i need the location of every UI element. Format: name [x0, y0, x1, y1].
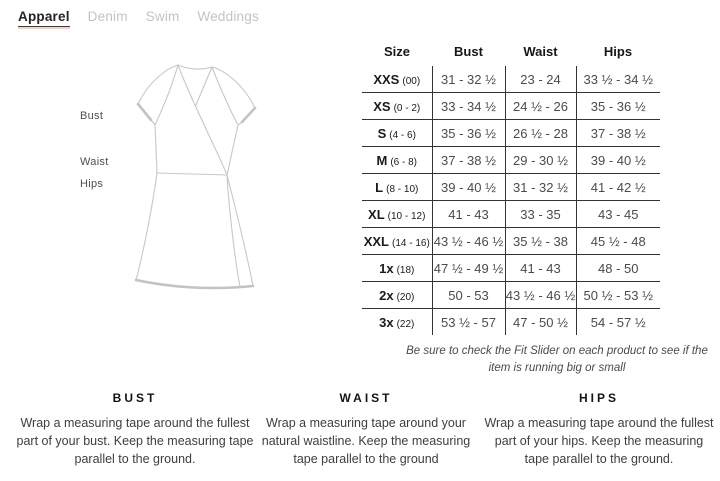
waist-value-cell: 23 - 24: [505, 66, 576, 93]
table-row: [362, 120, 660, 147]
bust-value-cell: 50 - 53: [432, 282, 505, 309]
size-cell: [362, 282, 432, 309]
table-row: [362, 228, 660, 255]
size-cell: [362, 66, 432, 93]
wrap-dress-illustration: [128, 58, 264, 295]
size-detail: (20): [396, 291, 415, 303]
hips-value-cell: 48 - 50: [576, 255, 660, 282]
size-name: XS: [373, 98, 391, 114]
category-tabs: [18, 9, 259, 27]
bust-value-cell: 43 ½ - 46 ½: [432, 228, 505, 255]
tab-denim[interactable]: Denim: [87, 9, 128, 24]
bust-value-cell: 37 - 38 ½: [432, 147, 505, 174]
table-row: [362, 282, 660, 309]
size-detail: (10 - 12): [387, 210, 426, 222]
size-detail: (22): [396, 318, 415, 330]
bust-value-cell: 31 - 32 ½: [432, 66, 505, 93]
table-row: [362, 174, 660, 201]
tab-apparel[interactable]: Apparel: [18, 9, 70, 27]
tab-swim[interactable]: Swim: [145, 9, 180, 24]
size-detail: (14 - 16): [392, 237, 430, 249]
size-cell: [362, 309, 432, 336]
table-row: [362, 93, 660, 120]
size-name: 2x: [379, 287, 394, 303]
waist-value-cell: 35 ½ - 38: [505, 228, 576, 255]
size-cell: [362, 174, 432, 201]
bust-value-cell: 39 - 40 ½: [432, 174, 505, 201]
hips-value-cell: 43 - 45: [576, 201, 660, 228]
bust-value-cell: 41 - 43: [432, 201, 505, 228]
bust-value-cell: 53 ½ - 57: [432, 309, 505, 336]
column-header-waist: Waist: [523, 43, 558, 59]
waist-value-cell: 29 - 30 ½: [505, 147, 576, 174]
size-name: 3x: [379, 314, 394, 330]
size-name: L: [375, 179, 384, 195]
size-detail: (4 - 6): [389, 129, 416, 141]
bust-value-cell: 33 - 34 ½: [432, 93, 505, 120]
bust-guide-title: BUST: [112, 391, 158, 405]
waist-value-cell: 26 ½ - 28: [505, 120, 576, 147]
waist-value-cell: 47 - 50 ½: [505, 309, 576, 336]
size-detail: (6 - 8): [390, 156, 417, 168]
table-row: [362, 201, 660, 228]
hips-value-cell: 50 ½ - 53 ½: [576, 282, 660, 309]
waist-value-cell: 31 - 32 ½: [505, 174, 576, 201]
size-detail: (18): [396, 264, 415, 276]
size-name: XXL: [363, 233, 389, 249]
size-cell: [362, 93, 432, 120]
size-cell: [362, 147, 432, 174]
hips-guide: [484, 391, 714, 468]
waist-guide-title: WAIST: [339, 391, 393, 405]
hips-guide-text: Wrap a measuring tape around the fullest part of your hips. Keep the measuring tape parallel to the ground.: [484, 416, 714, 467]
table-row: [362, 66, 660, 93]
size-name: 1x: [379, 260, 394, 276]
bust-guide-text: Wrap a measuring tape around the fullest part of your bust. Keep the measuring tape parallel to the ground.: [16, 416, 254, 467]
hips-label: Hips: [80, 178, 104, 190]
hips-value-cell: 37 - 38 ½: [576, 120, 660, 147]
hips-value-cell: 35 - 36 ½: [576, 93, 660, 120]
waist-label: Waist: [80, 156, 109, 168]
size-name: M: [376, 152, 388, 168]
size-cell: [362, 228, 432, 255]
size-cell: [362, 201, 432, 228]
bust-value-cell: 35 - 36 ½: [432, 120, 505, 147]
bust-label: Bust: [80, 110, 104, 122]
size-name: XL: [368, 206, 385, 222]
size-table-body: [362, 66, 660, 335]
hips-value-cell: 33 ½ - 34 ½: [576, 66, 660, 93]
size-cell: [362, 255, 432, 282]
waist-guide: [248, 391, 484, 468]
size-table-header: [362, 40, 660, 66]
column-header-hips: Hips: [603, 43, 633, 59]
hips-value-cell: 45 ½ - 48: [576, 228, 660, 255]
waist-value-cell: 41 - 43: [505, 255, 576, 282]
size-detail: (00): [402, 75, 421, 87]
waist-value-cell: 43 ½ - 46 ½: [505, 282, 576, 309]
size-detail: (0 - 2): [393, 102, 421, 114]
hips-value-cell: 39 - 40 ½: [576, 147, 660, 174]
hips-guide-title: HIPS: [578, 391, 619, 405]
table-row: [362, 309, 660, 336]
fit-slider-note: Be sure to check the Fit Slider on each product to see if the item is running big or small: [406, 345, 708, 375]
bust-value-cell: 47 ½ - 49 ½: [432, 255, 505, 282]
size-table: [362, 40, 660, 335]
waist-guide-text: Wrap a measuring tape around your natural waistline. Keep the measuring tape parallel to the ground: [261, 416, 471, 467]
hips-value-cell: 54 - 57 ½: [576, 309, 660, 336]
hips-value-cell: 41 - 42 ½: [576, 174, 660, 201]
bust-guide: [15, 391, 255, 468]
tab-weddings[interactable]: Weddings: [197, 9, 259, 24]
table-row: [362, 255, 660, 282]
waist-value-cell: 24 ½ - 26: [505, 93, 576, 120]
size-name: XXS: [373, 71, 400, 87]
table-row: [362, 147, 660, 174]
size-detail: (8 - 10): [386, 183, 419, 195]
size-cell: [362, 120, 432, 147]
waist-value-cell: 33 - 35: [505, 201, 576, 228]
column-header-size: Size: [383, 43, 410, 59]
size-name: S: [377, 125, 387, 141]
column-header-bust: Bust: [454, 43, 483, 59]
